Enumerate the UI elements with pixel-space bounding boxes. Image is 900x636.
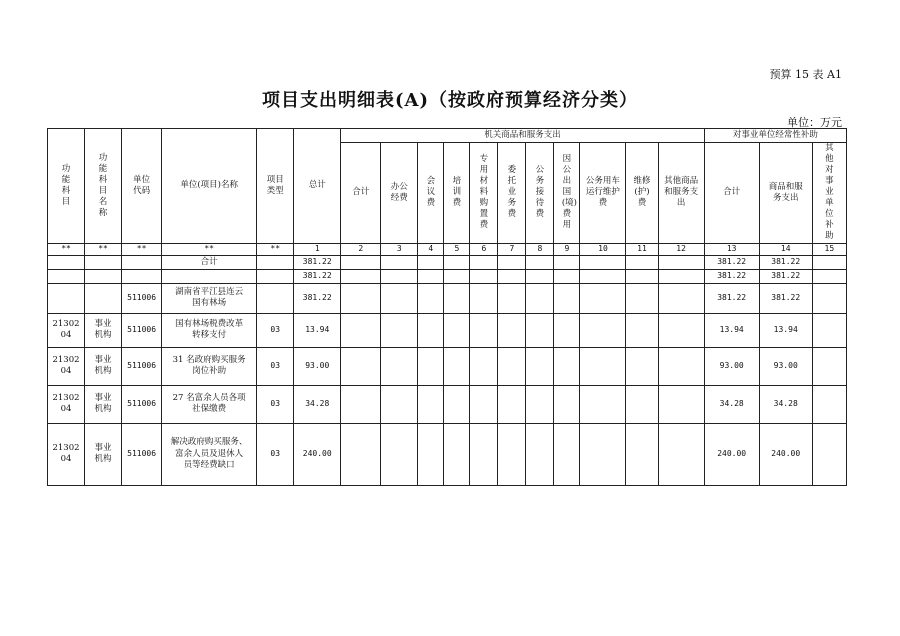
- empty-cell: [580, 347, 626, 385]
- unit-code-cell: 511006: [122, 385, 162, 423]
- group-institution-subsidy: 对事业单位经常性补助: [704, 129, 846, 143]
- empty-cell: [418, 423, 444, 485]
- empty-cell: [498, 423, 526, 485]
- column-index-cell: **: [85, 243, 122, 255]
- func-subject-name-cell: [85, 283, 122, 313]
- func-subject-name-cell: [85, 269, 122, 283]
- empty-cell: [658, 347, 704, 385]
- empty-cell: [418, 255, 444, 269]
- goods-services-cell: 13.94: [759, 313, 812, 347]
- col-meeting: 会议费: [418, 143, 444, 244]
- column-index-row: [48, 243, 847, 255]
- empty-cell: [812, 255, 846, 269]
- project-type-cell: [257, 255, 294, 269]
- column-index-cell: **: [162, 243, 257, 255]
- column-index-cell: 8: [526, 243, 554, 255]
- empty-cell: [381, 255, 418, 269]
- form-code: 预算 15 表 A1: [769, 68, 842, 81]
- empty-cell: [341, 269, 381, 283]
- col-reception: 公务接待费: [526, 143, 554, 244]
- empty-cell: [554, 269, 580, 283]
- column-index-cell: **: [257, 243, 294, 255]
- table-body: [48, 255, 847, 485]
- subsidy-subtotal-cell: 93.00: [704, 347, 759, 385]
- column-index-cell: 2: [341, 243, 381, 255]
- col-unit-code: 单位代码: [122, 129, 162, 244]
- func-subject-name-cell: 事业 机构: [85, 347, 122, 385]
- empty-cell: [418, 385, 444, 423]
- project-name-cell: 合计: [162, 255, 257, 269]
- empty-cell: [444, 269, 470, 283]
- empty-cell: [626, 313, 658, 347]
- empty-cell: [626, 347, 658, 385]
- goods-services-cell: 381.22: [759, 283, 812, 313]
- column-index-cell: 11: [626, 243, 658, 255]
- unit-label: 单位：万元: [787, 116, 842, 129]
- column-index-cell: 10: [580, 243, 626, 255]
- empty-cell: [658, 283, 704, 313]
- column-index-cell: **: [48, 243, 85, 255]
- col-unit-project-name: 单位(项目)名称: [162, 129, 257, 244]
- col-abroad: 因公出国(境)费用: [554, 143, 580, 244]
- empty-cell: [526, 313, 554, 347]
- column-index-cell: 6: [470, 243, 498, 255]
- empty-cell: [418, 283, 444, 313]
- empty-cell: [470, 423, 498, 485]
- subsidy-subtotal-cell: 381.22: [704, 283, 759, 313]
- empty-cell: [498, 255, 526, 269]
- empty-cell: [554, 423, 580, 485]
- empty-cell: [341, 423, 381, 485]
- unit-code-cell: 511006: [122, 313, 162, 347]
- empty-cell: [554, 347, 580, 385]
- empty-cell: [341, 385, 381, 423]
- empty-cell: [381, 347, 418, 385]
- empty-cell: [658, 385, 704, 423]
- table-row: [48, 423, 847, 485]
- col-sub-subtotal: 合计: [704, 143, 759, 244]
- col-func-subject-name: 功能科目名称: [85, 129, 122, 244]
- column-index-cell: 4: [418, 243, 444, 255]
- empty-cell: [812, 269, 846, 283]
- func-subject-cell: 21302 04: [48, 423, 85, 485]
- func-subject-cell: [48, 283, 85, 313]
- table-row: [48, 313, 847, 347]
- empty-cell: [470, 283, 498, 313]
- empty-cell: [580, 423, 626, 485]
- col-total: 总计: [294, 129, 341, 244]
- empty-cell: [381, 385, 418, 423]
- project-name-cell: 国有林场税费改革 转移支付: [162, 313, 257, 347]
- col-vehicle: 公务用车运行维护费: [580, 143, 626, 244]
- col-maintenance: 维修(护)费: [626, 143, 658, 244]
- empty-cell: [498, 269, 526, 283]
- empty-cell: [812, 283, 846, 313]
- empty-cell: [444, 423, 470, 485]
- empty-cell: [526, 347, 554, 385]
- goods-services-cell: 381.22: [759, 269, 812, 283]
- empty-cell: [626, 255, 658, 269]
- empty-cell: [626, 269, 658, 283]
- column-index-cell: 1: [294, 243, 341, 255]
- empty-cell: [418, 313, 444, 347]
- column-index-cell: 5: [444, 243, 470, 255]
- project-type-cell: 03: [257, 347, 294, 385]
- empty-cell: [812, 385, 846, 423]
- empty-cell: [580, 313, 626, 347]
- func-subject-name-cell: 事业 机构: [85, 423, 122, 485]
- total-cell: 13.94: [294, 313, 341, 347]
- empty-cell: [580, 255, 626, 269]
- column-index-cell: 12: [658, 243, 704, 255]
- empty-cell: [554, 385, 580, 423]
- func-subject-cell: 21302 04: [48, 313, 85, 347]
- unit-code-cell: [122, 255, 162, 269]
- empty-cell: [444, 385, 470, 423]
- func-subject-cell: 21302 04: [48, 385, 85, 423]
- empty-cell: [341, 313, 381, 347]
- subsidy-subtotal-cell: 381.22: [704, 255, 759, 269]
- goods-services-cell: 34.28: [759, 385, 812, 423]
- project-name-cell: [162, 269, 257, 283]
- empty-cell: [658, 255, 704, 269]
- empty-cell: [812, 423, 846, 485]
- column-index-cell: 7: [498, 243, 526, 255]
- subsidy-subtotal-cell: 381.22: [704, 269, 759, 283]
- empty-cell: [580, 283, 626, 313]
- group-org-goods-services: 机关商品和服务支出: [341, 129, 704, 143]
- empty-cell: [498, 313, 526, 347]
- column-index-cell: 14: [759, 243, 812, 255]
- col-func-subject: 功能科目: [48, 129, 85, 244]
- func-subject-name-cell: [85, 255, 122, 269]
- func-subject-name-cell: 事业 机构: [85, 385, 122, 423]
- empty-cell: [812, 347, 846, 385]
- col-org-subtotal: 合计: [341, 143, 381, 244]
- empty-cell: [626, 385, 658, 423]
- empty-cell: [526, 269, 554, 283]
- unit-code-cell: 511006: [122, 283, 162, 313]
- col-training: 培训费: [444, 143, 470, 244]
- empty-cell: [498, 347, 526, 385]
- project-type-cell: [257, 283, 294, 313]
- empty-cell: [580, 269, 626, 283]
- subsidy-subtotal-cell: 34.28: [704, 385, 759, 423]
- subsidy-subtotal-cell: 13.94: [704, 313, 759, 347]
- empty-cell: [658, 423, 704, 485]
- col-other-goods: 其他商品和服务支出: [658, 143, 704, 244]
- column-index-cell: 15: [812, 243, 846, 255]
- empty-cell: [554, 283, 580, 313]
- empty-cell: [341, 283, 381, 313]
- empty-cell: [470, 313, 498, 347]
- empty-cell: [381, 283, 418, 313]
- column-index-cell: **: [122, 243, 162, 255]
- func-subject-cell: [48, 255, 85, 269]
- table-row: [48, 283, 847, 313]
- unit-code-cell: [122, 269, 162, 283]
- empty-cell: [470, 347, 498, 385]
- empty-cell: [626, 423, 658, 485]
- subsidy-subtotal-cell: 240.00: [704, 423, 759, 485]
- column-index-cell: 9: [554, 243, 580, 255]
- col-other-subsidy: 其他对事业单位补助: [812, 143, 846, 244]
- total-cell: 381.22: [294, 269, 341, 283]
- empty-cell: [658, 269, 704, 283]
- empty-cell: [418, 347, 444, 385]
- empty-cell: [341, 255, 381, 269]
- empty-cell: [526, 283, 554, 313]
- project-type-cell: 03: [257, 313, 294, 347]
- table-row: [48, 347, 847, 385]
- empty-cell: [526, 255, 554, 269]
- project-name-cell: 解决政府购买服务、 富余人员及退休人 员等经费缺口: [162, 423, 257, 485]
- empty-cell: [341, 347, 381, 385]
- empty-cell: [444, 283, 470, 313]
- column-index-cell: 13: [704, 243, 759, 255]
- empty-cell: [658, 313, 704, 347]
- empty-cell: [470, 269, 498, 283]
- total-cell: 381.22: [294, 255, 341, 269]
- total-cell: 93.00: [294, 347, 341, 385]
- empty-cell: [626, 283, 658, 313]
- project-name-cell: 31 名政府购买服务 岗位补助: [162, 347, 257, 385]
- project-type-cell: 03: [257, 385, 294, 423]
- total-cell: 381.22: [294, 283, 341, 313]
- project-type-cell: [257, 269, 294, 283]
- empty-cell: [444, 313, 470, 347]
- empty-cell: [554, 313, 580, 347]
- empty-cell: [498, 385, 526, 423]
- empty-cell: [444, 255, 470, 269]
- empty-cell: [498, 283, 526, 313]
- col-materials: 专用材料购置费: [470, 143, 498, 244]
- total-cell: 240.00: [294, 423, 341, 485]
- page-title: 项目支出明细表(A)（按政府预算经济分类）: [262, 90, 638, 111]
- empty-cell: [526, 423, 554, 485]
- project-name-cell: 27 名富余人员各项 社保缴费: [162, 385, 257, 423]
- goods-services-cell: 93.00: [759, 347, 812, 385]
- empty-cell: [381, 313, 418, 347]
- col-office: 办公经费: [381, 143, 418, 244]
- goods-services-cell: 240.00: [759, 423, 812, 485]
- empty-cell: [580, 385, 626, 423]
- func-subject-name-cell: 事业 机构: [85, 313, 122, 347]
- col-goods-services: 商品和服务支出: [759, 143, 812, 244]
- total-cell: 34.28: [294, 385, 341, 423]
- header-row-group: [48, 129, 847, 143]
- project-name-cell: 湖南省平江县连云 国有林场: [162, 283, 257, 313]
- unit-code-cell: 511006: [122, 423, 162, 485]
- col-entrusted: 委托业务费: [498, 143, 526, 244]
- project-type-cell: 03: [257, 423, 294, 485]
- table-row: [48, 255, 847, 269]
- column-index-cell: 3: [381, 243, 418, 255]
- empty-cell: [470, 255, 498, 269]
- empty-cell: [526, 385, 554, 423]
- goods-services-cell: 381.22: [759, 255, 812, 269]
- empty-cell: [381, 423, 418, 485]
- unit-code-cell: 511006: [122, 347, 162, 385]
- empty-cell: [554, 255, 580, 269]
- func-subject-cell: 21302 04: [48, 347, 85, 385]
- table-row: [48, 385, 847, 423]
- empty-cell: [470, 385, 498, 423]
- empty-cell: [812, 313, 846, 347]
- table-row: [48, 269, 847, 283]
- empty-cell: [381, 269, 418, 283]
- empty-cell: [418, 269, 444, 283]
- func-subject-cell: [48, 269, 85, 283]
- col-project-type: 项目类型: [257, 129, 294, 244]
- empty-cell: [444, 347, 470, 385]
- expenditure-table: [47, 128, 847, 486]
